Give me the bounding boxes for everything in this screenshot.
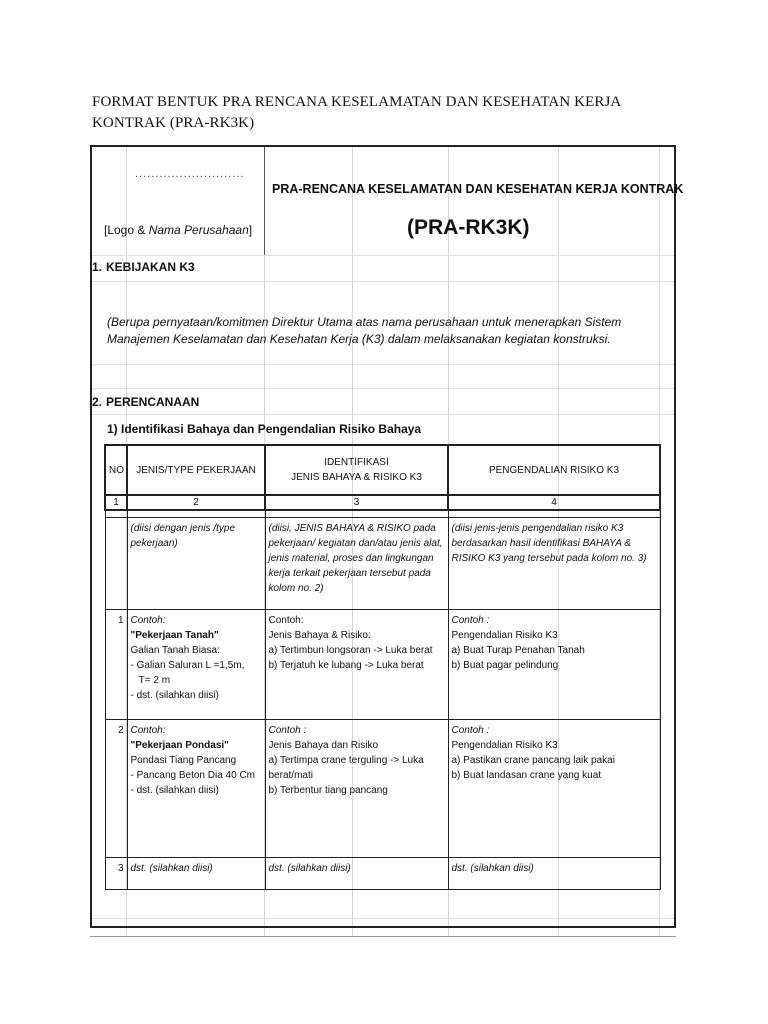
policy-description-line1: (Berupa pernyataan/komitmen Direktur Utama atas nama perusahaan untuk menerapkan Sistem: [107, 315, 622, 329]
policy-description-line2: Manajemen Keselamatan dan Kesehatan Kerja (K3) dalam melaksanakan kegiatan konstruksi.: [107, 332, 611, 346]
header-divider: [264, 147, 265, 255]
guide-identifikasi: (diisi, JENIS BAHAYA & RISIKO pada pekerjaan/ kegiatan dan/atau jenis alat, jenis material, proses dan lingkungan kerja terkait pekerjaan tersebut pada kolom no. 2): [265, 518, 448, 610]
header-pengendalian: PENGENDALIAN RISIKO K3: [448, 445, 660, 495]
cell-jenis: Contoh: "Pekerjaan Pondasi" Pondasi Tiang Pancang - Pancang Beton Dia 40 Cm - dst. (silahkan diisi): [127, 720, 265, 858]
row-number: 3: [105, 858, 127, 890]
form-title: PRA-RENCANA KESELAMATAN DAN KESEHATAN KERJA KONTRAK: [272, 182, 684, 196]
guide-jenis: (diisi dengan jenis /type pekerjaan): [127, 518, 265, 610]
header-no: NO: [105, 445, 127, 495]
column-number-row: [105, 495, 660, 510]
row-number: 2: [105, 720, 127, 858]
column-number: 1: [105, 495, 127, 510]
table-spacer: [105, 510, 660, 518]
table-row: [105, 858, 660, 890]
column-number: 2: [127, 495, 265, 510]
column-number: 3: [265, 495, 448, 510]
row-number: 1: [105, 610, 127, 720]
section-2-title: PERENCANAAN: [106, 395, 200, 409]
table-row: [105, 720, 660, 858]
table-header-row: [105, 445, 660, 495]
cell-pengendalian: dst. (silahkan diisi): [448, 858, 660, 890]
section-2-subtitle: 1) Identifikasi Bahaya dan Pengendalian Risiko Bahaya: [107, 422, 422, 436]
table-row: [105, 610, 660, 720]
logo-placeholder: [Logo & Nama Perusahaan]: [104, 223, 253, 237]
section-2-number: 2.: [92, 395, 103, 409]
guide-pengendalian: (diisi jenis-jenis pengendalian risiko K3 berdasarkan hasil identifikasi BAHAYA & RISIKO K3 yang tersebut pada kolom no. 3): [448, 518, 660, 610]
cell-pengendalian: Contoh : Pengendalian Risiko K3 a) Pastikan crane pancang laik pakai b) Buat landasan crane yang kuat: [448, 720, 660, 858]
section-1-title: KEBIJAKAN K3: [106, 260, 195, 274]
header-jenis: JENIS/TYPE PEKERJAAN: [127, 445, 265, 495]
form-code: (PRA-RK3K): [407, 216, 530, 239]
risk-table: [104, 444, 661, 890]
page-bottom-rule: [90, 936, 676, 937]
cell-identifikasi: dst. (silahkan diisi): [265, 858, 448, 890]
cell-jenis: Contoh: "Pekerjaan Tanah" Galian Tanah Biasa: - Galian Saluran L =1,5m, T= 2 m - dst. (silahkan diisi): [127, 610, 265, 720]
cell-identifikasi: Contoh : Jenis Bahaya dan Risiko a) Tertimpa crane terguling -> Luka berat/mati b) Terbentur tiang pancang: [265, 720, 448, 858]
header-dots: ...........................: [135, 168, 245, 180]
cell-identifikasi: Contoh: Jenis Bahaya & Risiko: a) Tertimbun longsoran -> Luka berat b) Terjatuh ke lubang -> Luka berat: [265, 610, 448, 720]
cell-pengendalian: Contoh : Pengendalian Risiko K3 a) Buat Turap Penahan Tanah b) Buat pagar pelindung: [448, 610, 660, 720]
table-row-guide: [105, 518, 660, 610]
cell-jenis: dst. (silahkan diisi): [127, 858, 265, 890]
header-identifikasi: IDENTIFIKASI JENIS BAHAYA & RISIKO K3: [265, 445, 448, 495]
column-number: 4: [448, 495, 660, 510]
document-title: FORMAT BENTUK PRA RENCANA KESELAMATAN DAN KESEHATAN KERJA KONTRAK (PRA-RK3K): [92, 94, 621, 131]
section-1-number: 1.: [92, 260, 103, 274]
